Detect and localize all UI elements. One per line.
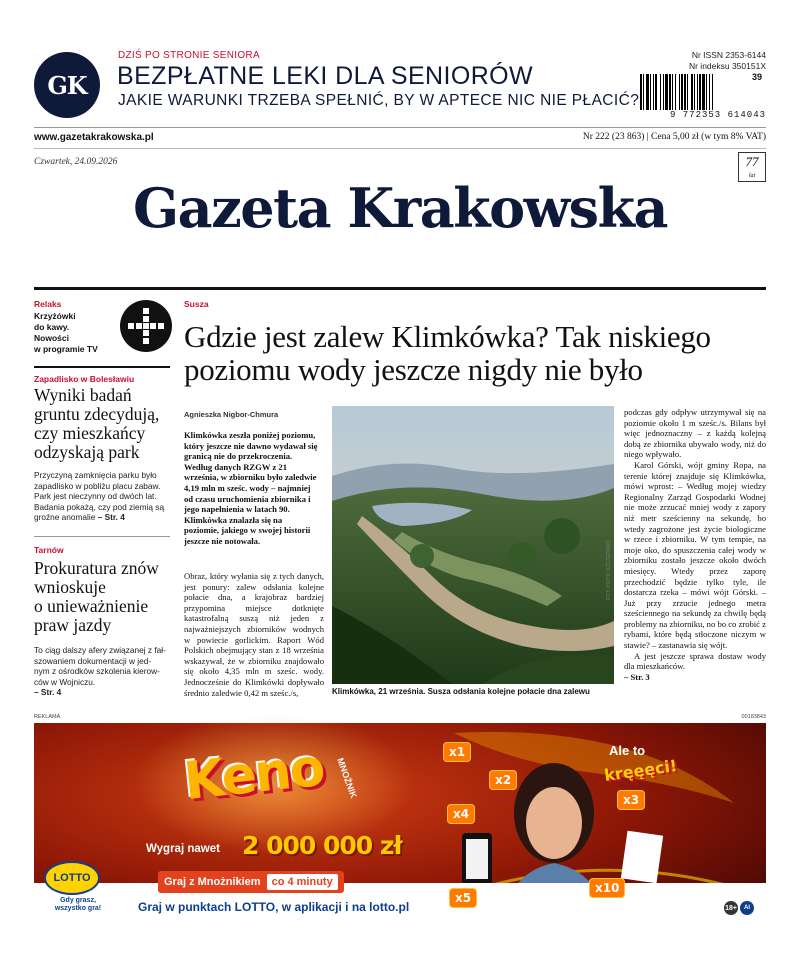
website-link[interactable]: www.gazetakrakowska.pl (34, 132, 154, 143)
body-line: groźne anomalie (34, 512, 96, 522)
headline-line: Prokuratura znów (34, 558, 159, 578)
multiplier-badge: x5 (450, 889, 476, 907)
article-lead: Klimkówka zeszła poniżej poziomu, który jeszcze nie dawno wydawał się granicą nie do przekroczenia. Według danych RZGW z 21 września, w zbiorniku było zaledwie 4,19 mln m sześc. wody – najmniej od czasu uruchomienia zbiornika i jego napełnienia w latach 90. Klimkówka znalazła się na poziomie, jakiego w swojej historii jeszcze nie notowała. (184, 430, 318, 546)
dateline: Czwartek, 24.09.2026 (34, 157, 118, 167)
article-column-1: Obraz, który wyłania się z tych danych, jest ponury: zalew odsłania kolejne połacie dna, a krajobraz bardziej przypomina miejsce dotknięte katastrofalną suszą niż jeden z najważniejszych zbiorników wodnych w powiecie gorlickim. Raport Wód Polskich obejmujący stan z 18 września wskazywał, że w zbiorniku znajdowało się około 4,35 mln m sześc. wody. Jednocześnie do Klimkówki dopływało średnio zaledwie 0,42 m sześc./s, (184, 571, 324, 698)
headline-line: o unieważnienie (34, 596, 149, 616)
reservoir-photo[interactable] (332, 406, 614, 684)
lotto-keno-ad[interactable] (34, 723, 766, 933)
story-body (34, 645, 174, 698)
lotto-logo: LOTTO (44, 861, 100, 895)
divider (34, 148, 766, 149)
body-line: To ciąg dalszy afery związanej z fał- (34, 645, 166, 655)
paragraph: Karol Górski, wójt gminy Ropa, na terenie której znajduje się Klimkówka, mówi wprost: – Według mojej wiedzy Regionalny Zarząd Gospodarki Wodnej nie może zrzucać mniej wody z zapory niż metr sześcienny na sekundę, bo wtedy zagrożone jest życie biologiczne w rzece i zbiorniku. W tym tempie, na moje oko, do spuszczenia całej wody w zbiorniku zostało jeszcze około dwóch miesięcy. Wtedy przez zaporę przechodzić będzie tylko tyle, ile dostarcza rzeka – mówi wójt Górski. – Już przy zrzucie jednego metra sześciennego na sekundę za chwilę będą problemy na zbiorniku, no bo co zrobić z rybami, które będą stłoczone niczym w stawie? – zastanawia się wójt. (624, 459, 766, 651)
body-line: zapadlisko w pobliżu placu zabaw. (34, 480, 161, 491)
relaks-line: Nowości (34, 333, 69, 343)
story-kicker: Zapadlisko w Bolesławiu (34, 374, 135, 384)
issue-suffix: 39 (752, 72, 763, 82)
paragraph: podczas gdy odpływ utrzymywał się na poziomie około 1 m sześc./s. Bilans był więc jednoznaczny – z każdą kolejną dobą ze zbiornika ubywało wody, niż do niego wpływało. (624, 407, 766, 460)
years-number: 77 (745, 154, 759, 169)
page-ref[interactable]: – Str. 4 (95, 512, 125, 522)
promo-top: Ale to (609, 743, 646, 758)
lotto-tagline: Gdy grasz, wszystko gra! (54, 897, 102, 912)
years-label: lat (748, 173, 756, 179)
paragraph: A jest jeszcze sprawa dostaw wody dla mieszkańców. (624, 650, 766, 672)
story-headline[interactable] (34, 386, 174, 462)
story-headline[interactable] (34, 559, 174, 635)
relaks-line: Krzyżówki (34, 311, 76, 321)
headline-line: czy mieszkańcy (34, 423, 146, 443)
page-ref[interactable]: – Str. 4 (34, 687, 62, 697)
issue-price: Nr 222 (23 863) | Cena 5,00 zł (w tym 8% VAT) (582, 132, 766, 142)
photo-caption: Klimkówka, 21 września. Susza odsłania kolejne połacie dna zalewu (332, 687, 590, 696)
body-line: Park jest nieczynny od dwóch lat. (34, 491, 157, 501)
multiplier-badge: x3 (618, 791, 644, 809)
button-suffix: co 4 minuty (267, 874, 338, 890)
body-line: Badania pokażą, czy pod ziemią są (34, 501, 165, 512)
body-line: szowaniem dokumentacji w jed- (34, 655, 152, 666)
divider (34, 127, 766, 128)
multiplier-badge: x1 (444, 743, 470, 761)
ad-label: REKLAMA (34, 714, 61, 720)
divider (34, 366, 170, 368)
main-kicker: Susza (184, 299, 209, 309)
headline-line: praw jazdy (34, 615, 112, 635)
headline-line: gruntu zdecydują, (34, 404, 160, 424)
multiplier-badge: x2 (490, 771, 516, 789)
divider (34, 536, 170, 537)
relaks-line: do kawy. (34, 322, 70, 332)
author: Agnieszka Nigbor-Chmura (184, 410, 279, 419)
promo-subtitle: JAKIE WARUNKI TRZEBA SPEŁNIĆ, BY W APTECE NIC NIE PŁACIĆ? (118, 92, 640, 109)
masthead[interactable]: Gazeta Krakowska (133, 176, 667, 240)
body-line: ców w Wojniczu. (34, 676, 96, 687)
crossword-icon (120, 300, 172, 352)
multiplier-badge: x10 (590, 879, 624, 897)
ad-footer-text[interactable]: Graj w punktach LOTTO, w aplikacji i na lotto.pl (138, 900, 410, 914)
photo-credit: FOT. PIOTR SZCZEPANIK (606, 540, 612, 600)
gk-logo[interactable]: GK (34, 52, 100, 118)
body-line: nym z ośrodków szkolenia kierow- (34, 666, 160, 676)
article-column-3 (624, 407, 766, 682)
story-body (34, 470, 174, 523)
promo-title[interactable]: BEZPŁATNE LEKI DLA SENIORÓW (117, 62, 534, 90)
masthead-rule (34, 287, 766, 290)
multiplier-badge: x4 (448, 805, 474, 823)
play-multiplier-button[interactable] (158, 871, 344, 893)
headline-line: odzyskają park (34, 442, 140, 462)
age-restriction-badge: 18+ (724, 901, 738, 915)
button-label: Graj z Mnożnikiem (164, 876, 261, 888)
page-ref[interactable]: – Str. 3 (624, 671, 650, 682)
keno-logo: Keno (181, 737, 327, 813)
barcode-bar (712, 74, 713, 110)
relaks-list[interactable] (34, 311, 98, 355)
index-number: Nr indeksu 350151X (688, 61, 766, 71)
relaks-line: w programie TV (34, 344, 98, 354)
body-line: Przyczyną zamknięcia parku było (34, 470, 157, 480)
barcode (640, 74, 766, 110)
keno-mnoznik: MNOŻNIK (335, 756, 359, 800)
main-headline[interactable]: Gdzie jest zalew Klimkówka? Tak niskiego poziomu wody jeszcze nigdy nie było (184, 319, 711, 387)
issn-number: Nr ISSN 2353-6144 (691, 50, 766, 60)
barcode-digits: 9 772353 614043 (669, 110, 766, 120)
win-prefix: Wygraj nawet (146, 843, 220, 855)
headline-line: Wyniki badań (34, 385, 132, 405)
headline-line: wnioskuje (34, 577, 106, 597)
issn-info (634, 50, 766, 72)
prize-amount: 2 000 000 zł (242, 831, 402, 860)
promo-big: kręęęci! (603, 755, 679, 786)
ad-code: 00183843 (741, 714, 766, 720)
ai-badge: AI (740, 901, 754, 915)
promo-kicker: DZIŚ PO STRONIE SENIORA (118, 50, 260, 61)
relaks-kicker: Relaks (34, 299, 62, 309)
story-kicker: Tarnów (34, 545, 64, 555)
